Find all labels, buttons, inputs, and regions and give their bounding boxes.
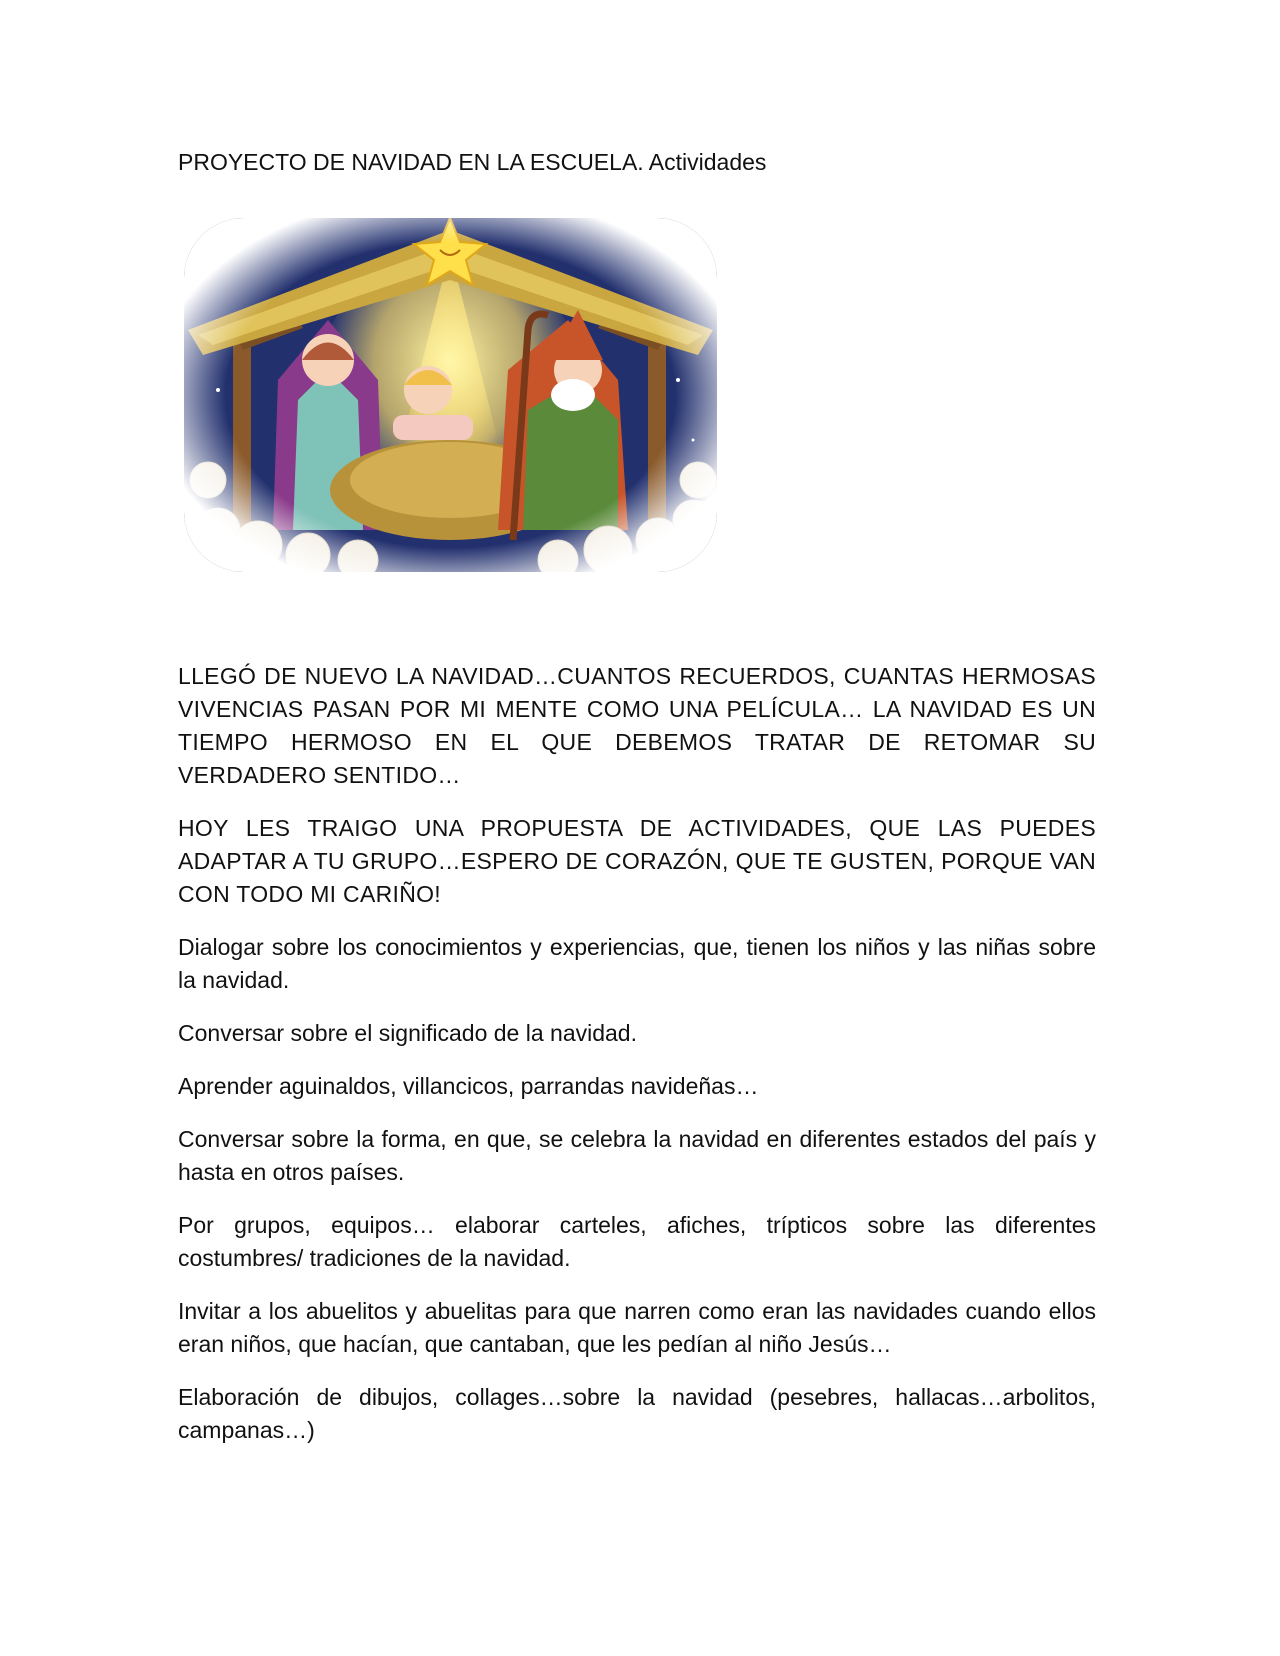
proposal-paragraph: HOY LES TRAIGO UNA PROPUESTA DE ACTIVIDADES, QUE LAS PUEDES ADAPTAR A TU GRUPO…ESPERO DE CORAZÓN, QUE TE GUSTEN, PORQUE VAN CON TODO MI CARIÑO!: [178, 815, 1096, 907]
intro-paragraph: LLEGÓ DE NUEVO LA NAVIDAD…CUANTOS RECUERDOS, CUANTAS HERMOSAS VIVENCIAS PASAN POR MI MENTE COMO UNA PELÍCULA… LA NAVIDAD ES UN TIEMPO HERMOSO EN EL QUE DEBEMOS TRATAR DE RETOMAR SU VERDADERO SENTIDO…: [178, 663, 1096, 788]
document-title: PROYECTO DE NAVIDAD EN LA ESCUELA. Actividades: [178, 149, 767, 175]
activity-paragraph: Conversar sobre la forma, en que, se celebra la navidad en diferentes estados del país y hasta en otros países.: [178, 1126, 1096, 1185]
nativity-scene-illustration: [178, 210, 723, 580]
activity-paragraph: Elaboración de dibujos, collages…sobre la navidad (pesebres, hallacas…arbolitos, campanas…): [178, 1384, 1096, 1443]
activity-paragraph: Conversar sobre el significado de la navidad.: [178, 1020, 637, 1046]
activity-paragraph: Aprender aguinaldos, villancicos, parrandas navideñas…: [178, 1073, 759, 1099]
activity-paragraph: Por grupos, equipos… elaborar carteles, afiches, trípticos sobre las diferentes costumbres/ tradiciones de la navidad.: [178, 1212, 1096, 1271]
activity-paragraph: Invitar a los abuelitos y abuelitas para que narren como eran las navidades cuando ellos eran niños, que hacían, que cantaban, que les pedían al niño Jesús…: [178, 1298, 1096, 1357]
body-text: [178, 660, 1096, 1467]
activity-paragraph: Dialogar sobre los conocimientos y experiencias, que, tienen los niños y las niñas sobre la navidad.: [178, 934, 1096, 993]
